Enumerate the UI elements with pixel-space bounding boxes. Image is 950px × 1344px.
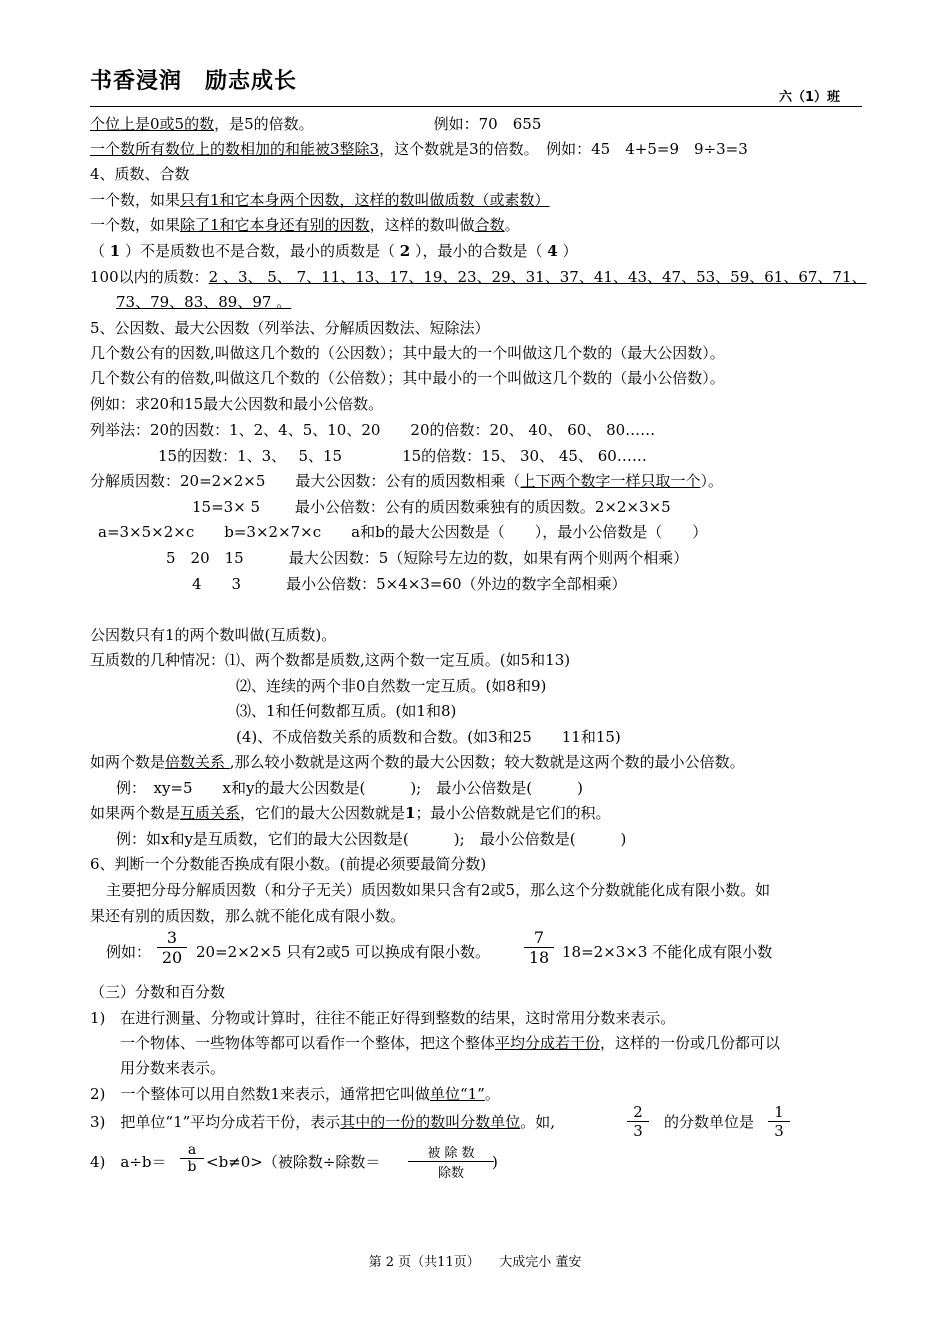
text-span: 如果两个数是 (90, 804, 181, 822)
text-span: 3) 把单位“1”平均分成若干份，表示 (90, 1113, 341, 1131)
text-span: ，这样的数叫做 (369, 216, 475, 234)
text-span: 2) 一个整体可以用自然数1来表示，通常把它叫做 (90, 1085, 430, 1103)
text-line (90, 752, 745, 772)
text-span: （ (90, 242, 110, 260)
fraction-denominator: 3 (774, 1122, 784, 1140)
fraction (157, 928, 187, 967)
text-line: 20=2×2×5 只有2或5 可以换成有限小数。 (196, 943, 491, 961)
text-line: 1) 在进行测量、分物或计算时，往往不能正好得到整数的结果，这时常用分数来表示。 (90, 1009, 676, 1027)
text-line: 例如：求20和15最大公因数和最小公倍数。 (90, 395, 384, 413)
text-span: ；最小公倍数就是它们的积。 (415, 804, 611, 822)
fraction-denominator: b (187, 1159, 197, 1175)
text-line: 15的因数：1、3、 5、15 15的倍数：15、 30、 45、 60…… (158, 447, 647, 465)
text-line (90, 471, 723, 491)
text-line: 5 20 15 最大公因数：5（短除号左边的数，如果有两个则两个相乘） (166, 549, 689, 567)
text-line: 互质数的几种情况：⑴、两个数都是质数,这两个数一定互质。(如5和13) (90, 651, 571, 669)
underlined-text: 73、79、83、89、97 。 (116, 293, 292, 311)
text-span: 例如：70 655 (433, 115, 542, 133)
text-line: 例：如x和y是互质数，它们的最大公因数是( ); 最小公倍数是( ) (116, 830, 627, 848)
text-line: 例如： (106, 943, 152, 961)
text-line: 4) a÷b＝ (90, 1153, 167, 1171)
section-heading: 6、判断一个分数能否换成有限小数。(前提必须要最简分数) (90, 855, 487, 873)
text-span: 一个物体、一些物体等都可以看作一个整体，把这个整体 (120, 1034, 496, 1052)
text-line (90, 1084, 500, 1104)
text-line: ⑶、1和任何数都互质。(如1和8) (236, 702, 457, 720)
underlined-text: 2 、3、 5、 7、11、13、17、19、23、29、31、37、41、43、47、53、59、61、67、71、 (208, 268, 867, 286)
text-span: 一个数，如果 (90, 216, 181, 234)
text-line: 几个数公有的倍数,叫做这几个数的（公倍数）；其中最小的一个叫做这几个数的（最小公倍数）。 (90, 369, 725, 387)
text-line: ⑵、连续的两个非0自然数一定互质。(如8和9) (236, 677, 547, 695)
bold-answer: 1 (405, 804, 416, 822)
underlined-text: 除了1和它本身还有别的因数 (180, 216, 370, 234)
text-span: 分解质因数：20=2×2×5 最大公因数：公有的质因数相乘（ (90, 472, 521, 490)
fraction-denominator: 20 (161, 948, 183, 967)
underlined-text: 上下两个数字一样只取一个 (520, 472, 701, 490)
fraction-numerator: 被 除 数 (408, 1142, 494, 1162)
bold-answer: 4 (547, 242, 558, 260)
header-class-label: 六（1）班 (778, 90, 840, 105)
underlined-text: 平均分成若干份 (495, 1034, 601, 1052)
text-span: ,那么较小数就是这两个数的最大公因数；较大数就是这两个数的最小公倍数。 (229, 753, 745, 771)
underlined-text: 其中的一份的数叫分数单位 (340, 1113, 521, 1131)
text-line: 公因数只有1的两个数叫做(互质数)。 (90, 626, 337, 644)
text-line: 15=3× 5 最小公倍数：公有的质因数乘独有的质因数。2×2×3×5 (192, 498, 671, 516)
text-line: 主要把分母分解质因数（和分子无关）质因数如果只含有2或5，那么这个分数就能化成有限小数。如 (106, 881, 771, 899)
text-span: ，是5的倍数。 (214, 115, 314, 133)
text-line (90, 241, 577, 261)
bold-answer: 1 (109, 242, 121, 260)
underlined-text: 倍数关系 (165, 753, 230, 771)
underlined-text: 一个数所有数位上的数相加的和能被3整除3 (90, 140, 380, 158)
text-line (90, 215, 520, 235)
text-line: 果还有别的质因数，那么就不能化成有限小数。 (90, 907, 406, 925)
fraction (180, 1142, 204, 1175)
text-line: ) (492, 1153, 498, 1171)
fraction-denominator: 3 (633, 1122, 643, 1140)
text-line: 18=2×3×3 不能化成有限小数 (562, 943, 773, 961)
fraction-numerator: a (180, 1142, 204, 1159)
text-span: ，这样的一份或几份都可以 (600, 1034, 781, 1052)
fraction-numerator: 2 (627, 1103, 649, 1122)
fraction (768, 1103, 790, 1140)
text-span: 如两个数是 (90, 753, 166, 771)
text-span: 100以内的质数： (90, 268, 209, 286)
text-span: 一个数，如果 (90, 191, 181, 209)
text-line (90, 139, 748, 159)
header-title: 书香浸润 励志成长 (90, 69, 298, 94)
text-line: 的分数单位是 (664, 1113, 755, 1131)
underlined-text: 互质关系 (180, 804, 241, 822)
fraction (408, 1142, 494, 1181)
text-line (90, 267, 867, 287)
section-heading: 5、公因数、最大公因数（列举法、分解质因数法、短除法） (90, 319, 490, 337)
fraction (627, 1103, 649, 1140)
header-rule (90, 106, 862, 107)
fraction-numerator: 3 (157, 928, 187, 948)
text-span: 。 (504, 216, 520, 234)
section-heading: （三）分数和百分数 (90, 983, 226, 1001)
fraction (524, 928, 554, 967)
text-line: 例： xy=5 x和y的最大公因数是( ); 最小公倍数是( ) (116, 779, 583, 797)
text-span: ），最小的合数是（ (410, 242, 548, 260)
text-line: (4)、不成倍数关系的质数和合数。(如3和25 11和15) (236, 728, 621, 746)
text-line: 4 3 最小公倍数：5×4×3=60（外边的数字全部相乘） (192, 575, 627, 593)
fraction-denominator: 18 (528, 948, 550, 967)
underlined-text: 合数 (474, 216, 505, 234)
page-footer: 第 2 页（共11页） 大成完小 董安 (368, 1255, 582, 1270)
underlined-text: 单位“1” (429, 1085, 485, 1103)
text-span: ，这个数就是3的倍数。 例如：45 4+5=9 9÷3=3 (379, 140, 748, 158)
text-line: 用分数来表示。 (120, 1059, 226, 1077)
underlined-text: 个位上是0或5的数 (90, 115, 215, 133)
text-line: 几个数公有的因数,叫做这几个数的（公因数）；其中最大的一个叫做这几个数的（最大公因数）。 (90, 344, 725, 362)
text-span: ）。 (700, 472, 723, 490)
text-line: <b≠0>（被除数÷除数＝ (206, 1153, 381, 1171)
text-line (90, 190, 550, 210)
text-line: 列举法：20的因数：1、2、4、5、10、20 20的倍数：20、 40、 60、 80…… (90, 421, 656, 439)
bold-answer: 2 (399, 242, 411, 260)
text-span: ）不是质数也不是合数，最小的质数是（ (120, 242, 400, 260)
fraction-numerator: 7 (524, 928, 554, 948)
text-span: ，它们的最大公因数就是 (240, 804, 406, 822)
fraction-denominator: 除数 (437, 1166, 464, 1181)
underlined-text: 只有1和它本身两个因数，这样的数叫做质数（或素数） (180, 191, 550, 209)
text-span: 。如, (520, 1113, 556, 1131)
text-line: a=3×5×2×c b=3×2×7×c a和b的最大公因数是（ ），最小公倍数是（ ） (98, 523, 708, 541)
text-line (90, 1112, 555, 1132)
text-span: 。 (484, 1085, 500, 1103)
text-line (120, 1033, 780, 1053)
text-line (90, 114, 541, 134)
text-line (90, 803, 611, 823)
fraction-numerator: 1 (768, 1103, 790, 1122)
section-heading: 4、质数、合数 (90, 165, 190, 183)
text-span: ） (557, 242, 578, 260)
